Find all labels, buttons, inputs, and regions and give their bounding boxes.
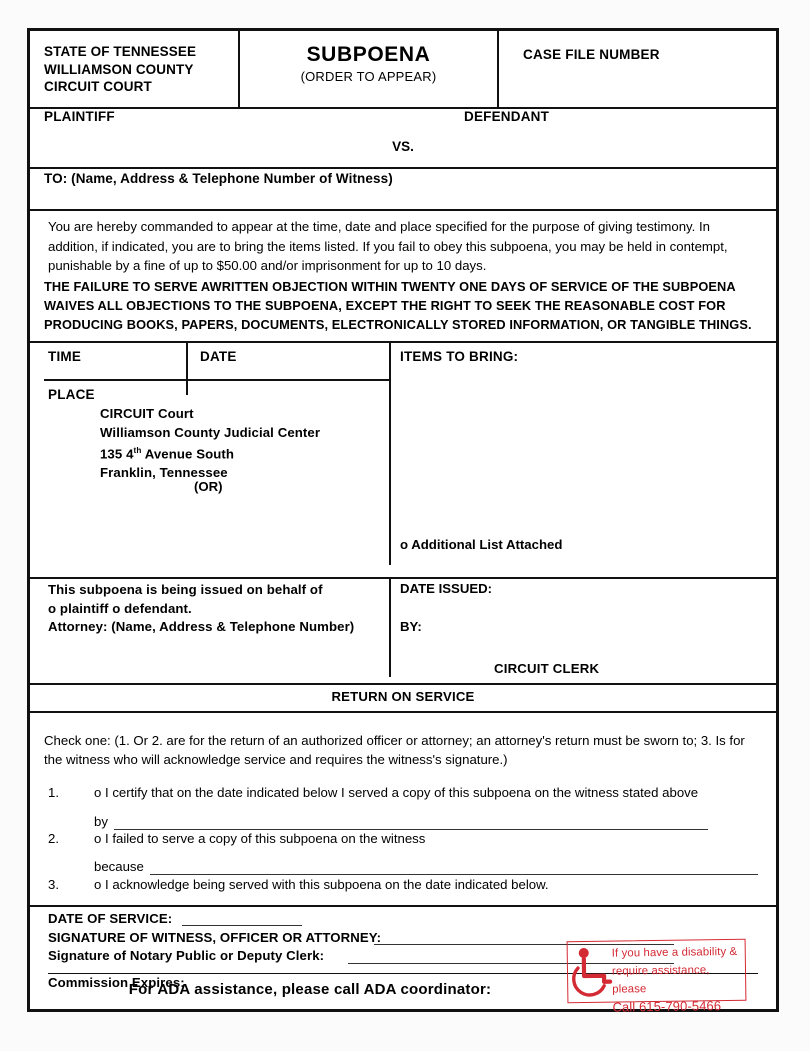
ada-stamp [567,939,747,1015]
ros-item-3-number: 3. [48,877,59,892]
commission-expires-label: Commission Expires: [48,975,185,990]
case-file-number-field[interactable] [499,31,776,107]
by-label: BY: [400,619,422,634]
circuit-clerk-label: CIRCUIT CLERK [494,661,600,676]
signature-witness-label: SIGNATURE OF WITNESS, OFFICER OR ATTORNEY: [48,930,382,945]
address-street: Avenue South [141,446,235,462]
ros-item-1-by-label: by [94,814,108,829]
ada-stamp-line-2: require assistance, please [611,964,710,996]
court-line-state: STATE OF TENNESSEE [44,44,197,59]
address-ordinal-suffix: th [133,446,142,455]
place-address-line-1: CIRCUIT Court [100,406,194,421]
items-to-bring-label: ITEMS TO BRING: [400,349,519,364]
page-title: SUBPOENA [306,43,431,66]
page-subtitle: (ORDER TO APPEAR) [300,69,437,84]
ros-item-2-because-label: because [94,859,144,874]
parties-bottom-rule [30,167,776,169]
command-paragraph: You are hereby commanded to appear at the time, date and place specified for the purpose of giving testimony. In addition, if indicated, you are to bring the items listed. If you fail to obey this subpoena, you may be held in contempt, punishable by a fine of up to $50.00 and/or imprisonment for up to 10 days. [48,219,728,273]
date-label: DATE [200,349,237,364]
ros-item-2-fill-line[interactable] [150,874,758,875]
ros-item-1-fill-line[interactable] [114,829,708,830]
date-of-service-fill-line[interactable] [182,925,302,926]
return-on-service-top-rule [30,683,776,685]
time-date-bottom-rule [44,379,389,381]
ros-item-1-text[interactable]: o I certify that on the date indicated below I served a copy of this subpoena on the witness stated above [94,785,699,800]
time-date-divider [186,343,188,395]
header-bottom-rule [30,107,776,109]
document-header [30,31,776,107]
check-one-instructions: Check one: (1. Or 2. are for the return of an authorized officer or attorney; an attorney's return must be sworn to; 3. Is for the witness who will acknowledge service and requires the witness's signature.) [44,733,745,767]
appearance-table [44,343,762,565]
place-address-line-4: Franklin, Tennessee [100,464,228,480]
behalf-line-1: This subpoena is being issued on behalf of [48,582,323,597]
place-address-line-3 [100,442,320,464]
witness-bottom-rule [30,209,776,211]
defendant-label: DEFENDANT [464,109,550,124]
date-issued-label: DATE ISSUED: [400,581,493,596]
ada-stamp-text [612,943,746,1017]
issued-center-divider [389,579,391,677]
document-title-block [238,31,499,107]
ada-assistance-text: For ADA assistance, please call ADA coordinator: [128,981,492,998]
place-address-line-2: Williamson County Judicial Center [100,424,321,440]
behalf-checkboxes[interactable]: o plaintiff o defendant. [48,600,192,616]
court-line-court: CIRCUIT COURT [44,79,152,94]
signature-notary-label: Signature of Notary Public or Deputy Clerk: [48,948,325,963]
wheelchair-icon [571,945,618,1000]
table-center-divider [389,343,391,565]
return-on-service-bottom-rule [30,711,776,713]
subpoena-document [27,28,779,1015]
versus-label: VS. [392,139,414,154]
additional-list-checkbox[interactable]: o Additional List Attached [400,537,563,552]
ada-stamp-line-1: If you have a disability & [611,945,738,960]
attorney-line: Attorney: (Name, Address & Telephone Number) [48,619,355,634]
witness-to-label: TO: (Name, Address & Telephone Number of Witness) [44,171,393,186]
place-or-label: (OR) [194,479,223,494]
date-of-service-label: DATE OF SERVICE: [48,911,173,926]
issued-on-behalf-of [48,581,354,637]
ros-item-3-text[interactable]: o I acknowledge being served with this subpoena on the date indicated below. [94,877,549,892]
ros-item-2-number: 2. [48,831,59,846]
ros-item-1-number: 1. [48,785,59,800]
address-number: 135 4 [100,446,134,462]
issued-block [44,579,762,677]
place-address [100,405,320,482]
objection-paragraph: THE FAILURE TO SERVE AWRITTEN OBJECTION WITHIN TWENTY ONE DAYS OF SERVICE OF THE SUBPOENA WAIVES ALL OBJECTIONS TO THE SUBPOENA, EXCEPT THE RIGHT TO SEEK THE REASONABLE COST FOR PRODUCING BOOKS, PAPERS, DOCUMENTS, ELECTRONICALLY STORED INFORMATION, OR TANGIBLE THINGS. [44,279,752,332]
ada-stamp-phone: Call 615-790-5466 [612,998,722,1015]
time-label: TIME [48,349,82,364]
court-identification [30,31,238,107]
signature-block-top-rule [30,905,776,907]
place-label: PLACE [48,387,95,402]
case-file-number-label: CASE FILE NUMBER [523,47,660,62]
court-line-county: WILLIAMSON COUNTY [44,61,194,77]
plaintiff-label: PLAINTIFF [44,109,115,124]
return-on-service-title: RETURN ON SERVICE [331,689,475,704]
ros-item-2-text[interactable]: o I failed to serve a copy of this subpoena on the witness [94,831,426,846]
